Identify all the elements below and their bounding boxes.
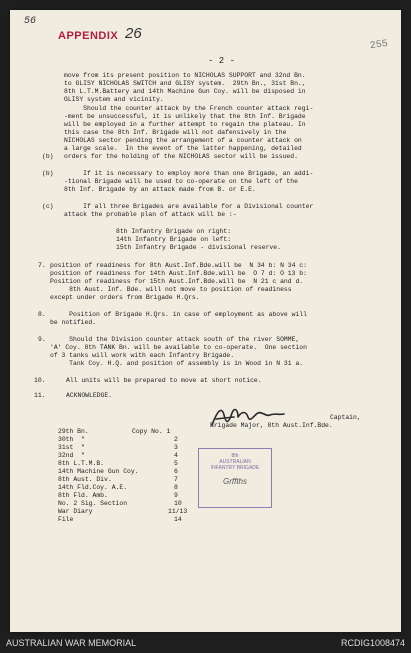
distribution-unit: 14th Machine Gun Coy.	[58, 468, 139, 475]
body-line: be notified.	[50, 319, 97, 326]
body-line: NICHOLAS sector pending the arrangement of a counter attack on	[64, 137, 302, 144]
body-line: GLISY system and vicinity.	[64, 96, 164, 103]
body-line: Should the Division counter attack south of the river SOMME,	[50, 336, 300, 343]
appendix-number: 26	[125, 25, 142, 42]
body-line: -tional Brigade will be used to co-operate on the left of the	[64, 178, 298, 185]
para-label: 8.	[38, 311, 46, 318]
handwritten-page-number: 56	[24, 16, 37, 27]
distribution-copy: 5	[174, 460, 178, 467]
body-line: All units will be prepared to move at short notice.	[66, 377, 262, 384]
distribution-copy: 10	[174, 500, 182, 507]
body-line: 8th Inf. Brigade by an attack made from B. or E.E.	[64, 186, 256, 193]
distribution-unit: War Diary	[58, 508, 93, 515]
para-label: 9.	[38, 336, 46, 343]
body-line: a large scale. In the event of the latter happening, detailed	[64, 145, 302, 152]
distribution-copy: Copy No. 1	[132, 428, 171, 435]
para-label: 10.	[34, 377, 46, 384]
brigade-plan-line: 14th Infantry Brigade on left:	[116, 236, 232, 243]
body-line: of 3 tanks will work with each Infantry Brigade.	[50, 352, 235, 359]
para-label: (b)	[42, 170, 54, 177]
body-line: this case the 8th Inf. Brigade will not dafensively in the	[64, 129, 287, 136]
body-line: 'A' Coy. 8th TANK Bn. will be available to co-operate. One section	[50, 344, 307, 351]
body-line: position of readiness for 8th Aust.Inf.Bde.will be N 34 b: N 34 c:	[50, 262, 307, 269]
distribution-copy: 6	[174, 468, 178, 475]
document-page	[10, 10, 401, 632]
body-line: 8th Aust. Inf. Bde. will not move to position of readiness	[50, 286, 292, 293]
appendix-stamp: APPENDIX	[58, 30, 119, 42]
distribution-copy: 3	[174, 444, 178, 451]
body-line: position of readiness for 14th Aust.Inf.Bde.will be O 7 d: O 13 b:	[50, 270, 307, 277]
body-line: If all three Brigades are available for a Divisional counter	[64, 203, 314, 210]
body-line: attack the probable plan of attack will be :-	[64, 211, 237, 218]
footer-record-id: RCDIG1008474	[340, 638, 405, 648]
para-label: 7.	[38, 262, 46, 269]
distribution-unit: 8th L.T.M.B.	[58, 460, 105, 467]
distribution-unit: 30th "	[58, 436, 85, 443]
distribution-unit: No. 2 Sig. Section	[58, 500, 128, 507]
distribution-unit: 8th Aust. Div.	[58, 476, 112, 483]
distribution-copy: 9	[174, 492, 178, 499]
stamp-line: AUSTRALIAN	[219, 459, 251, 465]
body-line: orders for the holding of the NICHOLAS sector will be issued.	[64, 153, 298, 160]
page-indicator: - 2 -	[208, 56, 236, 66]
para-label: (c)	[42, 203, 54, 210]
distribution-copy: 4	[174, 452, 178, 459]
body-line: will be employed in a further attempt to regain the plateau. In	[64, 121, 306, 128]
stamp-line: INFANTRY BRIGADE	[210, 465, 260, 471]
body-line: 8th L.T.M.Battery and 14th Machine Gun Coy. will be disposed in	[64, 88, 306, 95]
distribution-unit: 31st "	[58, 444, 85, 451]
signature-title: Brigade Major, 8th Aust.Inf.Bde.	[210, 422, 333, 429]
body-line: Tank Coy. H.Q. and position of assembly is in Wood in N 31 a.	[50, 360, 304, 367]
corner-number: 255	[369, 38, 389, 53]
footer-archive-name: AUSTRALIAN WAR MEMORIAL	[6, 638, 137, 648]
stamp-line: 8th	[231, 453, 239, 459]
distribution-copy: 11/13	[168, 508, 188, 515]
distribution-copy: 14	[174, 516, 182, 523]
distribution-copy: 7	[174, 476, 178, 483]
distribution-unit: 29th Bn.	[58, 428, 89, 435]
para-label: (b)	[42, 153, 54, 160]
brigade-plan-line: 8th Infantry Brigade on right:	[116, 228, 232, 235]
body-line: If it is necessary to employ more than one Brigade, an addi-	[64, 170, 314, 177]
body-line: Position of Brigade H.Qrs. in case of employment as above will	[50, 311, 307, 318]
body-line: except under orders from Brigade H.Qrs.	[50, 294, 200, 301]
body-line: move from its present position to NICHOLAS SUPPORT and 32nd Bn.	[64, 72, 306, 79]
body-line: ACKNOWLEDGE.	[66, 392, 113, 399]
distribution-unit: 14th Fld.Coy. A.E.	[58, 484, 128, 491]
distribution-unit: File	[58, 516, 74, 523]
distribution-unit: 32nd "	[58, 452, 85, 459]
brigade-stamp	[198, 448, 272, 508]
body-line: Should the counter attack by the French counter attack regi-	[64, 105, 314, 112]
distribution-unit: 8th Fld. Amb.	[58, 492, 108, 499]
body-line: to GLISY NICHOLAS SWITCH and GLISY system. 29th Bn., 31st Bn.,	[64, 80, 306, 87]
para-label: 11.	[34, 392, 46, 399]
brigade-plan-line: 15th Infantry Brigade - divisional reserve.	[116, 244, 281, 251]
stamp-handwriting: Grffths	[222, 477, 247, 486]
distribution-copy: 8	[174, 484, 178, 491]
body-line: -ment be unsuccessful, it is unlikely that the 8th Inf. Brigade	[64, 113, 306, 120]
distribution-copy: 2	[174, 436, 178, 443]
body-line: Position of readiness for 15th Aust.Inf.Bde.will be N 21 c and d.	[50, 278, 304, 285]
signature-title: Captain,	[330, 414, 361, 421]
